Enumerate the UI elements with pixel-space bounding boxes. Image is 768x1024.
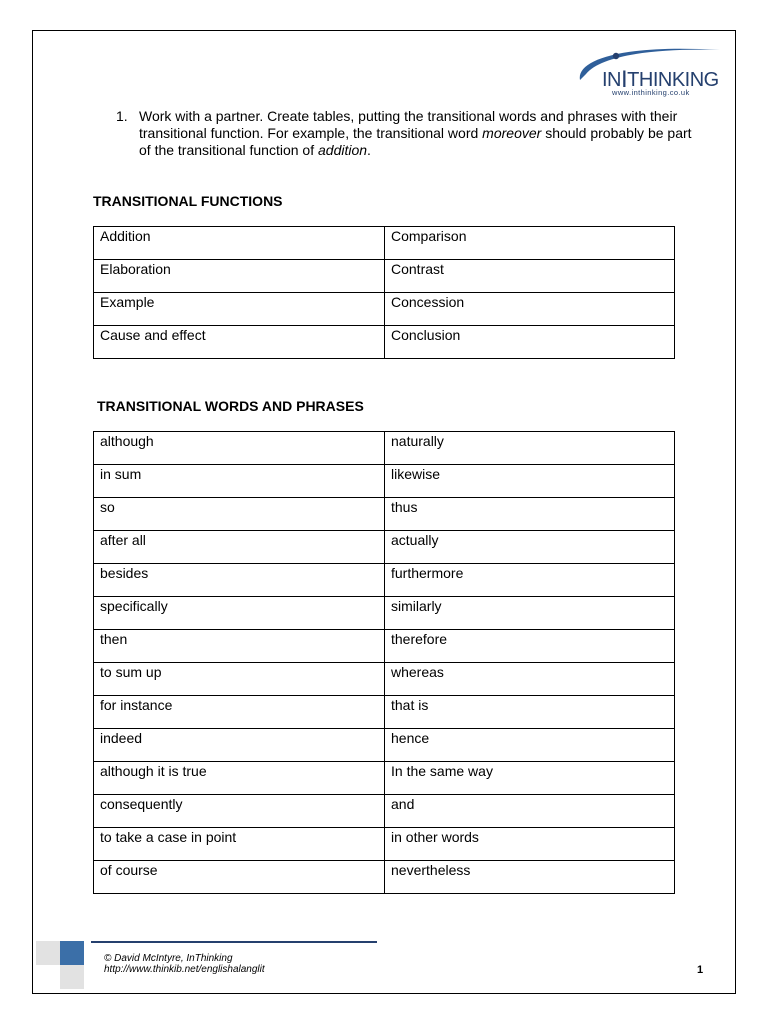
table-cell-right: and — [385, 795, 675, 828]
table-cell-left: then — [94, 630, 385, 663]
table-cell-left: specifically — [94, 597, 385, 630]
table-cell-left: Addition — [94, 227, 385, 260]
table-cell-left: to sum up — [94, 663, 385, 696]
table-row — [94, 828, 675, 861]
table-cell-left: of course — [94, 861, 385, 894]
table-cell-left: to take a case in point — [94, 828, 385, 861]
table-cell-left: indeed — [94, 729, 385, 762]
table-cell-right: similarly — [385, 597, 675, 630]
table-cell-left: Example — [94, 293, 385, 326]
table-cell-left: so — [94, 498, 385, 531]
instruction-item — [116, 108, 696, 159]
inthinking-logo — [572, 40, 722, 100]
table-row — [94, 498, 675, 531]
page-number: 1 — [697, 964, 704, 976]
table-cell-right: actually — [385, 531, 675, 564]
functions-heading: TRANSITIONAL FUNCTIONS — [93, 193, 283, 209]
table-row — [94, 326, 675, 359]
table-cell-right: Contrast — [385, 260, 675, 293]
table-row — [94, 432, 675, 465]
table-cell-right: naturally — [385, 432, 675, 465]
table-row — [94, 531, 675, 564]
table-cell-left: Elaboration — [94, 260, 385, 293]
words-table — [93, 431, 675, 894]
instruction-text-part3: . — [367, 142, 371, 158]
table-cell-left: after all — [94, 531, 385, 564]
table-cell-left: in sum — [94, 465, 385, 498]
instruction-text-part1: Work with a partner. Create tables, putting the transitional words and phrases with their transitional function. For example, the transitional word — [139, 108, 678, 141]
table-cell-right: Conclusion — [385, 326, 675, 359]
table-cell-right: therefore — [385, 630, 675, 663]
table-cell-right: likewise — [385, 465, 675, 498]
table-row — [94, 260, 675, 293]
instruction-text-part2: should probably be part of the transitional function of — [139, 125, 692, 158]
logo-url: www.inthinking.co.uk — [612, 88, 690, 97]
instruction-number: 1. — [116, 108, 128, 124]
table-row — [94, 663, 675, 696]
table-cell-right: that is — [385, 696, 675, 729]
table-row — [94, 729, 675, 762]
table-row — [94, 227, 675, 260]
table-cell-left: Cause and effect — [94, 326, 385, 359]
footer-square — [36, 941, 60, 965]
instruction-emphasis-moreover: moreover — [482, 125, 542, 141]
table-cell-right: thus — [385, 498, 675, 531]
table-cell-right: whereas — [385, 663, 675, 696]
logo-brand-thinking: THINKING — [627, 69, 719, 91]
footer-square — [60, 941, 84, 965]
table-cell-right: In the same way — [385, 762, 675, 795]
table-cell-right: furthermore — [385, 564, 675, 597]
table-row — [94, 762, 675, 795]
footer-copyright: © David McIntyre, InThinking — [104, 953, 233, 964]
table-cell-left: for instance — [94, 696, 385, 729]
table-cell-right: nevertheless — [385, 861, 675, 894]
table-row — [94, 861, 675, 894]
footer-rule — [91, 941, 377, 943]
words-heading: TRANSITIONAL WORDS AND PHRASES — [97, 398, 364, 414]
instruction-text — [139, 108, 696, 159]
table-cell-left: although it is true — [94, 762, 385, 795]
table-cell-right: Comparison — [385, 227, 675, 260]
table-row — [94, 564, 675, 597]
instruction-emphasis-addition: addition — [318, 142, 368, 158]
footer-text — [104, 953, 265, 975]
table-row — [94, 597, 675, 630]
table-cell-left: consequently — [94, 795, 385, 828]
logo-brand-i: I — [621, 66, 628, 93]
table-cell-right: Concession — [385, 293, 675, 326]
table-cell-left: although — [94, 432, 385, 465]
table-row — [94, 293, 675, 326]
footer-url[interactable]: http://www.thinkib.net/englishalanglit — [104, 964, 265, 975]
logo-brand-in: IN — [602, 69, 621, 91]
table-row — [94, 630, 675, 663]
table-row — [94, 465, 675, 498]
functions-table — [93, 226, 675, 359]
table-row — [94, 696, 675, 729]
table-cell-right: hence — [385, 729, 675, 762]
table-cell-right: in other words — [385, 828, 675, 861]
footer-square — [60, 965, 84, 989]
table-cell-left: besides — [94, 564, 385, 597]
table-row — [94, 795, 675, 828]
